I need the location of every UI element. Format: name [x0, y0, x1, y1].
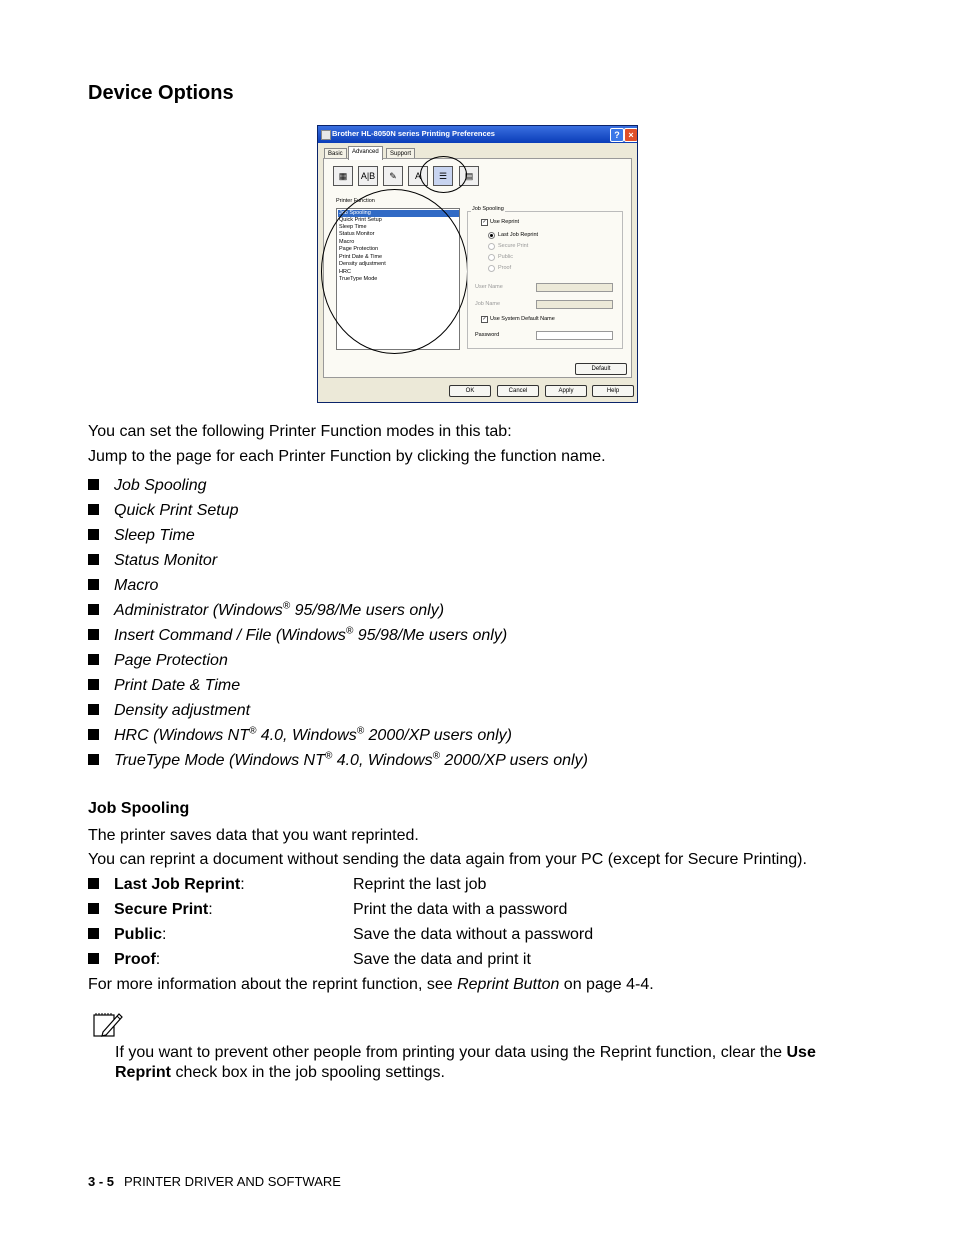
list-item[interactable]: Status Monitor — [339, 231, 375, 237]
password-label: Password — [475, 332, 500, 338]
definition-public: Public: Save the data without a password — [88, 925, 688, 944]
footer-section: PRINTER DRIVER AND SOFTWARE — [124, 1174, 341, 1189]
bullet-square-icon — [88, 704, 99, 715]
intro-line-1: You can set the following Printer Function modes in this tab: — [88, 423, 512, 440]
list-item[interactable]: TrueType Mode — [339, 276, 378, 282]
password-input[interactable] — [536, 331, 613, 340]
ok-button[interactable]: OK — [449, 385, 491, 397]
bullet-square-icon — [88, 928, 99, 939]
note-pencil-icon — [93, 1010, 123, 1038]
cancel-button[interactable]: Cancel — [497, 385, 539, 397]
function-item-macro[interactable]: Macro — [88, 576, 158, 595]
tab-basic[interactable]: Basic — [324, 148, 347, 159]
bullet-square-icon — [88, 504, 99, 515]
function-item-administrator[interactable]: Administrator (Windows® 95/98/Me users only) — [88, 601, 444, 620]
default-button[interactable]: Default — [575, 363, 627, 375]
function-item-hrc[interactable]: HRC (Windows NT® 4.0, Windows® 2000/XP users only) — [88, 726, 512, 745]
function-item-quick-print-setup[interactable]: Quick Print Setup — [88, 501, 239, 520]
booklet-icon[interactable]: ▤ — [459, 166, 479, 186]
user-name-label: User Name — [475, 284, 503, 290]
definition-proof: Proof: Save the data and print it — [88, 950, 688, 969]
job-spooling-label: Job Spooling — [472, 206, 504, 212]
reprint-button-link[interactable]: Reprint Button — [457, 976, 560, 993]
list-item[interactable]: Page Protection — [339, 246, 379, 252]
function-item-sleep-time[interactable]: Sleep Time — [88, 526, 195, 545]
tab-support[interactable]: Support — [386, 148, 415, 159]
user-name-input[interactable] — [536, 283, 613, 292]
note-text: If you want to prevent other people from printing your data using the Reprint function, clear the Use Reprint check box in the job spooling settings. — [115, 1044, 816, 1081]
proof-radio[interactable] — [488, 265, 495, 272]
bullet-square-icon — [88, 604, 99, 615]
function-item-truetype-mode[interactable]: TrueType Mode (Windows NT® 4.0, Windows® 2000/XP users only) — [88, 751, 588, 770]
job-spooling-heading: Job Spooling — [88, 800, 190, 817]
use-reprint-label: Use Reprint — [490, 219, 520, 225]
function-item-density-adjustment[interactable]: Density adjustment — [88, 701, 250, 720]
secure-print-label: Secure Print — [498, 243, 529, 249]
bullet-square-icon — [88, 629, 99, 640]
public-radio[interactable] — [488, 254, 495, 261]
definition-secure-print: Secure Print: Print the data with a password — [88, 900, 688, 919]
bullet-square-icon — [88, 579, 99, 590]
list-item[interactable]: HRC — [339, 269, 351, 275]
device-options-icon[interactable]: ☰ — [433, 166, 453, 186]
job-name-label: Job Name — [475, 301, 501, 307]
bullet-square-icon — [88, 529, 99, 540]
definition-last-job-reprint: Last Job Reprint: Reprint the last job — [88, 875, 688, 894]
last-job-reprint-label: Last Job Reprint — [498, 232, 539, 238]
function-item-insert-command-file[interactable]: Insert Command / File (Windows® 95/98/Me users only) — [88, 626, 507, 645]
public-label: Public — [498, 254, 513, 260]
proof-label: Proof — [498, 265, 512, 271]
bullet-square-icon — [88, 903, 99, 914]
use-system-default-name-label: Use System Default Name — [490, 316, 555, 322]
help-button[interactable]: ? — [610, 128, 624, 142]
printer-icon — [321, 130, 331, 140]
list-item[interactable]: Quick Print Setup — [339, 217, 382, 223]
list-item[interactable]: Density adjustment — [339, 261, 386, 267]
page-heading: Device Options — [88, 82, 234, 104]
secure-print-radio[interactable] — [488, 243, 495, 250]
bullet-square-icon — [88, 554, 99, 565]
list-item[interactable]: Print Date & Time — [339, 254, 383, 260]
highlight-circle-list — [321, 189, 468, 354]
intro-line-2: Jump to the page for each Printer Function by clicking the function name. — [88, 448, 606, 465]
bullet-square-icon — [88, 878, 99, 889]
bullet-square-icon — [88, 654, 99, 665]
dialog-title-bar — [318, 126, 637, 143]
use-reprint-emphasis: Use Reprint — [115, 1044, 816, 1081]
watermark-icon[interactable]: ✎ — [383, 166, 403, 186]
function-item-job-spooling[interactable]: Job Spooling — [88, 476, 207, 495]
last-job-reprint-radio[interactable] — [488, 232, 495, 239]
job-spooling-paragraph-1: The printer saves data that you want reprinted. — [88, 827, 419, 844]
printing-preferences-dialog — [317, 125, 638, 403]
bullet-square-icon — [88, 479, 99, 490]
bullet-square-icon — [88, 729, 99, 740]
job-spooling-paragraph-2: You can reprint a document without sending the data again from your PC (except for Secure Printing). — [88, 851, 807, 868]
function-item-status-monitor[interactable]: Status Monitor — [88, 551, 217, 570]
more-info-paragraph: For more information about the reprint function, see Reprint Button on page 4-4. — [88, 976, 654, 993]
bullet-square-icon — [88, 679, 99, 690]
bullet-square-icon — [88, 953, 99, 964]
apply-button[interactable]: Apply — [545, 385, 587, 397]
job-name-input[interactable] — [536, 300, 613, 309]
list-item[interactable]: Job Spooling — [338, 210, 459, 217]
list-item[interactable]: Sleep Time — [339, 224, 367, 230]
function-item-page-protection[interactable]: Page Protection — [88, 651, 228, 670]
duplex-icon[interactable]: A|B — [358, 166, 378, 186]
page-footer — [88, 1174, 341, 1189]
use-system-default-name-checkbox[interactable]: ✓ — [482, 316, 487, 322]
highlight-circle-toolbar — [420, 156, 467, 193]
tab-advanced[interactable]: Advanced — [348, 146, 383, 160]
page-number: 3 - 5 — [88, 1174, 115, 1189]
function-item-print-date-time[interactable]: Print Date & Time — [88, 676, 240, 695]
use-reprint-checkbox[interactable]: ✓ — [482, 219, 487, 225]
page-setting-icon[interactable]: A — [408, 166, 428, 186]
help-bottom-button[interactable]: Help — [592, 385, 634, 397]
quality-icon[interactable]: ▦ — [333, 166, 353, 186]
printer-function-label: Printer Function — [336, 198, 375, 204]
close-button[interactable]: × — [624, 128, 638, 142]
list-item[interactable]: Macro — [339, 239, 355, 245]
dialog-title: Brother HL-8050N series Printing Preferences — [332, 129, 495, 138]
bullet-square-icon — [88, 754, 99, 765]
